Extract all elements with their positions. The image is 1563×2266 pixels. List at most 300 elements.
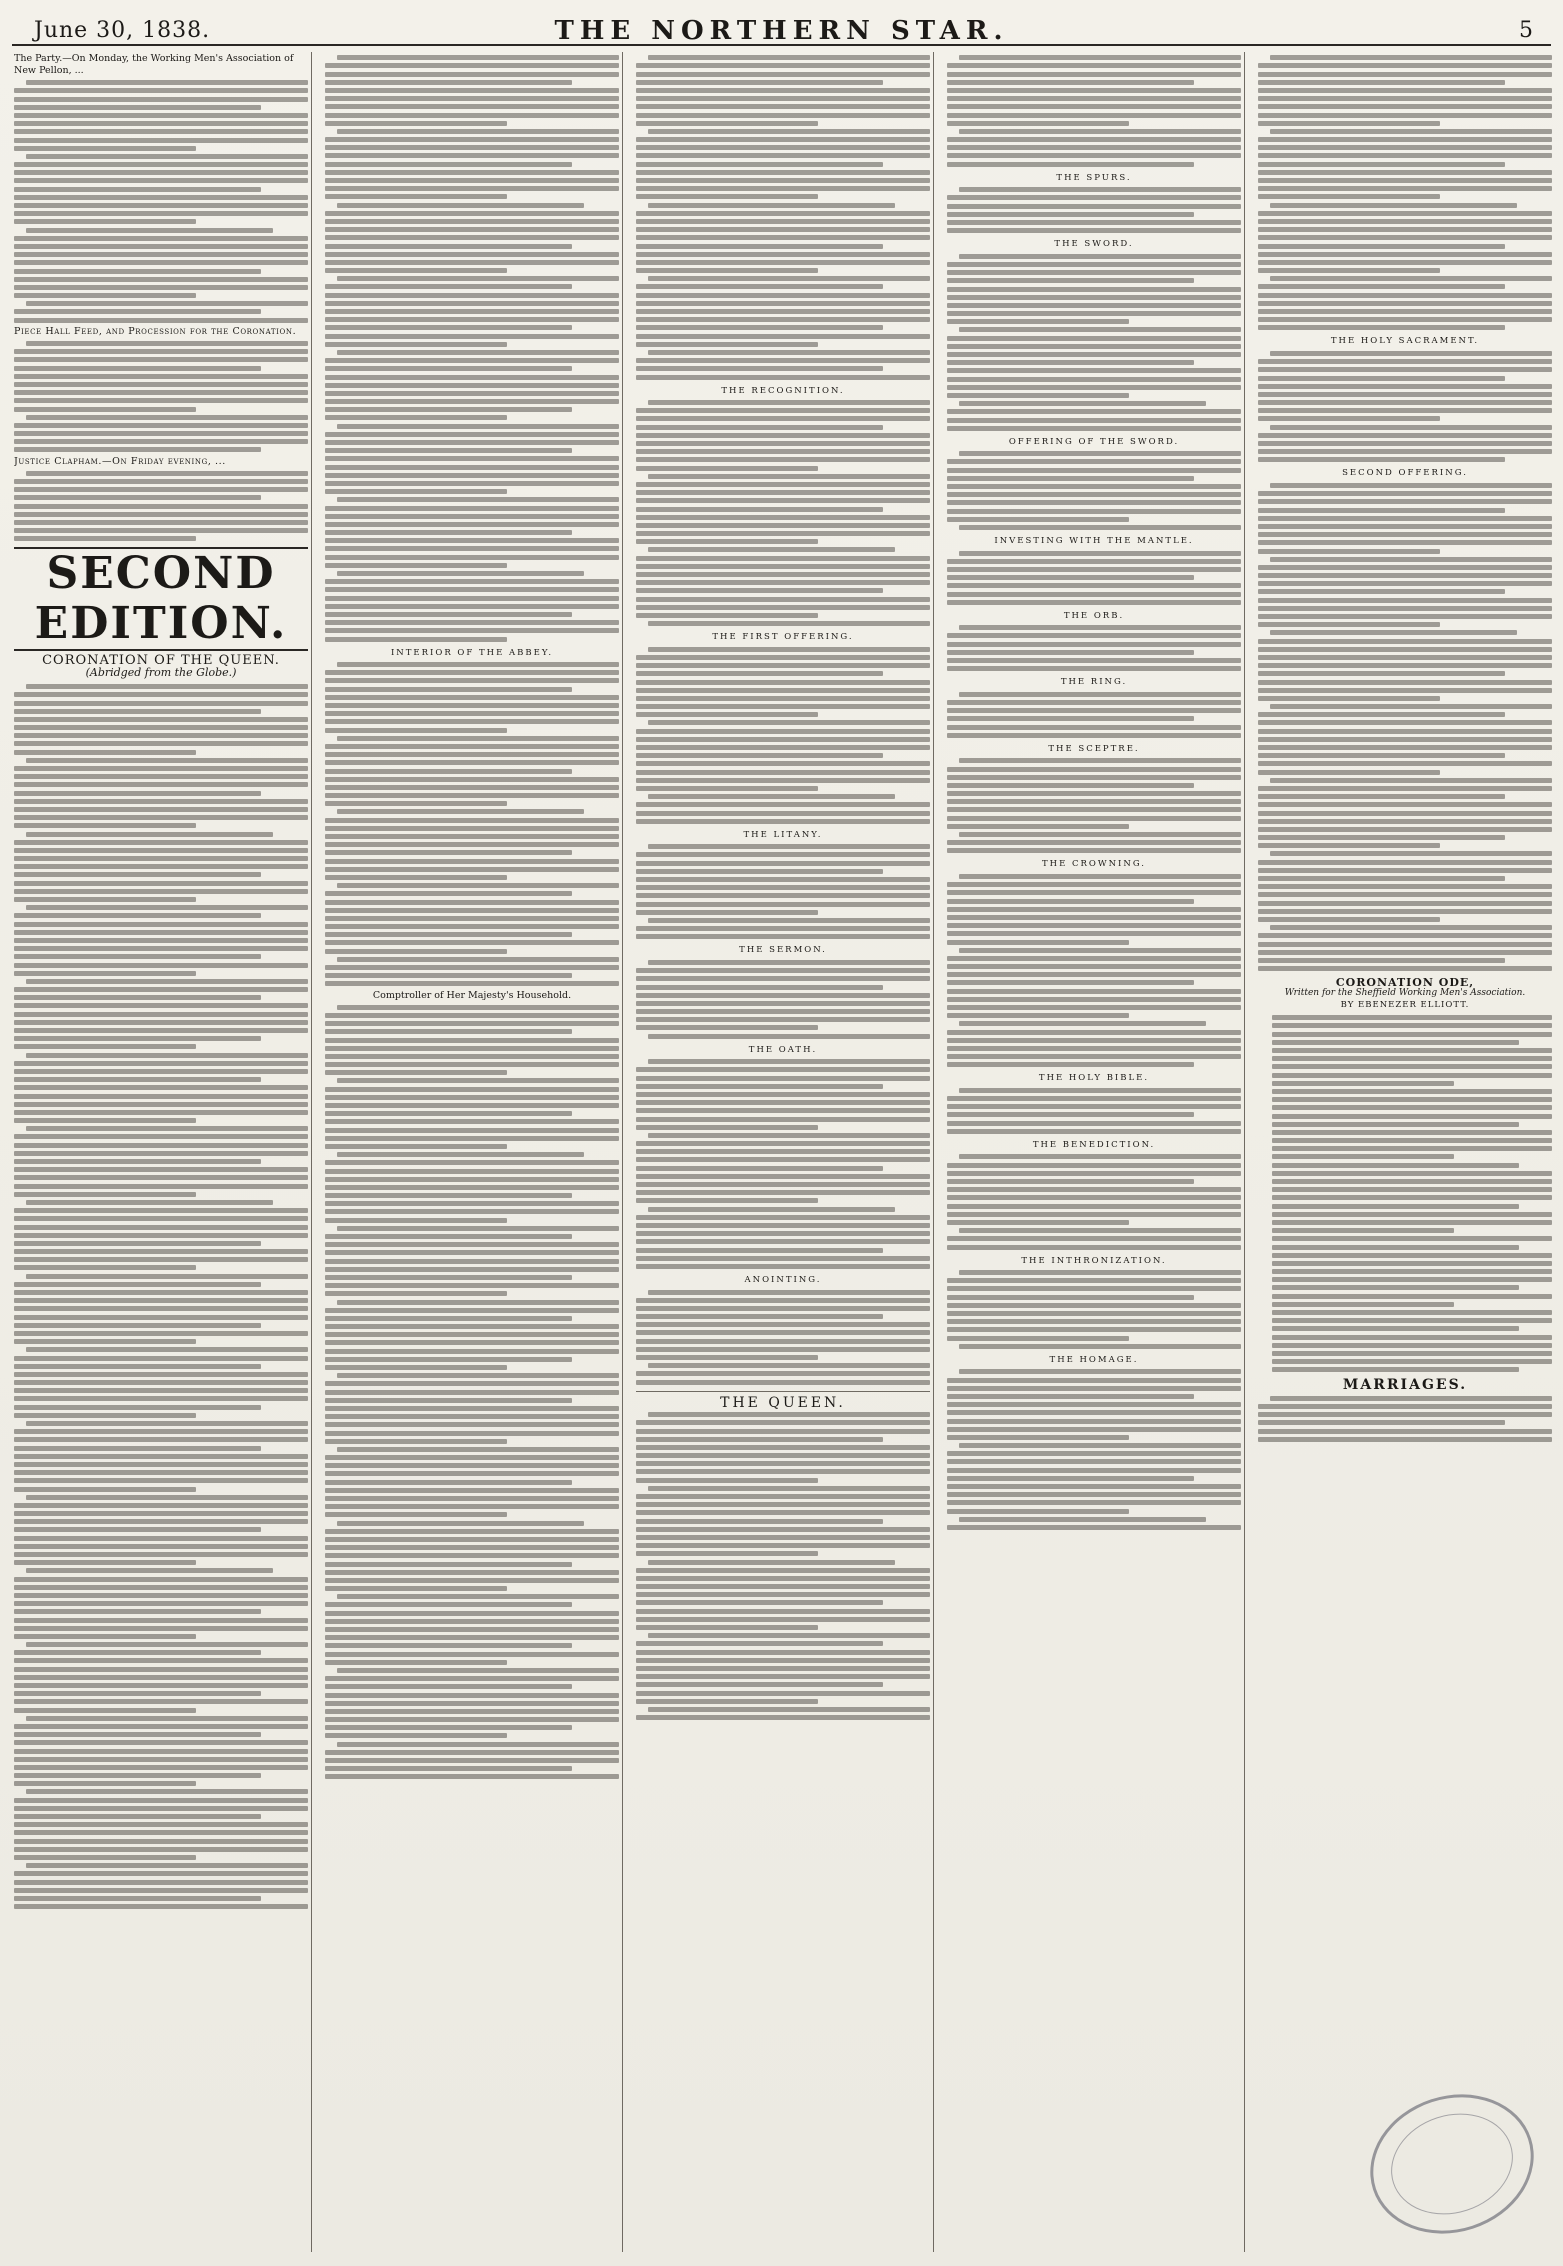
text-line	[14, 1225, 308, 1230]
text-line	[636, 1298, 930, 1303]
text-line	[325, 546, 619, 551]
text-line	[636, 1355, 818, 1360]
text-line	[636, 985, 883, 990]
text-line	[947, 385, 1241, 390]
text-line	[1258, 1420, 1505, 1425]
text-line	[947, 1394, 1194, 1399]
section-heading: THE HOMAGE.	[1049, 1354, 1139, 1365]
text-line	[648, 1486, 930, 1491]
text-line	[1258, 113, 1552, 118]
text-line	[1258, 655, 1552, 660]
text-line	[325, 728, 507, 733]
text-line	[1258, 827, 1552, 832]
text-line	[1258, 260, 1552, 265]
text-line	[14, 1593, 308, 1598]
text-line	[337, 1447, 619, 1452]
body-text	[14, 341, 308, 452]
text-line	[947, 1112, 1194, 1117]
text-line	[947, 915, 1241, 920]
text-line	[636, 1469, 930, 1474]
text-line	[14, 219, 196, 224]
body-text	[325, 662, 619, 986]
text-line	[14, 423, 308, 428]
text-line	[636, 1125, 818, 1130]
body-text	[14, 684, 308, 1909]
text-line	[14, 1544, 308, 1549]
text-line	[1270, 778, 1552, 783]
text-line	[325, 587, 619, 592]
text-line	[14, 889, 308, 894]
text-line	[636, 1519, 883, 1524]
text-line	[14, 211, 308, 216]
text-line	[325, 63, 619, 68]
text-line	[14, 1356, 308, 1361]
text-line	[325, 219, 619, 224]
text-line	[14, 774, 308, 779]
text-line	[1270, 483, 1552, 488]
text-line	[1258, 376, 1505, 381]
text-line	[947, 113, 1241, 118]
text-line	[947, 88, 1241, 93]
body-text	[947, 1369, 1241, 1530]
text-line	[947, 642, 1241, 647]
text-line	[325, 1332, 619, 1337]
section-heading: THE SERMON.	[739, 945, 827, 956]
text-line	[325, 530, 572, 535]
text-line	[1258, 433, 1552, 438]
text-line	[947, 344, 1241, 349]
text-line	[947, 700, 1241, 705]
text-line	[1258, 416, 1440, 421]
text-line	[636, 1535, 930, 1540]
text-line	[1258, 491, 1552, 496]
text-line	[1258, 162, 1505, 167]
text-line	[14, 1904, 308, 1909]
text-line	[14, 1020, 308, 1025]
text-line	[325, 252, 619, 257]
text-line	[325, 522, 619, 527]
text-line	[636, 1494, 930, 1499]
text-line	[947, 262, 1241, 267]
text-line	[636, 466, 818, 471]
text-line	[14, 1085, 308, 1090]
text-line	[1258, 614, 1552, 619]
text-line	[325, 1619, 619, 1624]
text-line	[325, 628, 619, 633]
text-line	[14, 1609, 261, 1614]
text-line	[636, 1239, 930, 1244]
section-heading: THE RING.	[1060, 677, 1128, 688]
text-line	[325, 383, 619, 388]
text-line	[325, 1054, 619, 1059]
text-line	[325, 1635, 619, 1640]
text-line	[947, 1492, 1241, 1497]
text-line	[648, 1707, 930, 1712]
text-line	[325, 440, 619, 445]
text-line	[325, 317, 619, 322]
source-note: (Abridged from the Globe.)	[85, 665, 237, 679]
text-line	[947, 137, 1241, 142]
text-line	[1258, 712, 1505, 717]
text-line	[947, 1038, 1241, 1043]
text-line	[636, 1478, 818, 1483]
text-line	[1272, 1171, 1552, 1176]
text-line	[636, 1437, 883, 1442]
section-heading: THE ORB.	[1063, 610, 1125, 621]
text-line	[636, 366, 883, 371]
text-line	[1272, 1015, 1552, 1020]
text-line	[1258, 244, 1505, 249]
text-line	[636, 1306, 930, 1311]
text-line	[325, 178, 619, 183]
text-line	[14, 1552, 308, 1557]
text-line	[636, 993, 930, 998]
text-line	[636, 268, 818, 273]
text-line	[1258, 737, 1552, 742]
body-text	[636, 400, 930, 626]
article-heading: Piece Hall Feed, and Procession for the Coronation.	[14, 325, 297, 337]
text-line	[1258, 153, 1552, 158]
column-rule	[1244, 52, 1245, 2252]
text-line	[1272, 1285, 1519, 1290]
text-line	[947, 377, 1241, 382]
text-line	[325, 1422, 619, 1427]
text-line	[1258, 901, 1552, 906]
text-line	[636, 244, 883, 249]
body-text	[636, 647, 930, 824]
text-line	[325, 375, 619, 380]
text-line	[648, 474, 930, 479]
text-line	[636, 802, 930, 807]
text-line	[337, 55, 619, 60]
section-heading: SECOND OFFERING.	[1342, 468, 1468, 479]
text-line	[325, 1455, 619, 1460]
text-line	[325, 1717, 619, 1722]
text-line	[1272, 1146, 1552, 1151]
text-line	[14, 195, 308, 200]
text-line	[325, 1013, 619, 1018]
text-line	[1272, 1310, 1552, 1315]
text-line	[1258, 284, 1505, 289]
text-line	[636, 186, 930, 191]
text-line	[325, 1488, 619, 1493]
text-line	[14, 1290, 308, 1295]
queen-heading: THE QUEEN.	[720, 1394, 846, 1411]
text-line	[14, 1454, 308, 1459]
body-text	[636, 960, 930, 1039]
newspaper-title: THE NORTHERN STAR.	[554, 16, 1009, 46]
text-line	[325, 358, 619, 363]
text-line	[325, 1119, 619, 1124]
text-line	[636, 416, 930, 421]
text-line	[947, 517, 1129, 522]
text-line	[14, 1585, 308, 1590]
ode-title: CORONATION ODE,	[1335, 976, 1475, 990]
text-line	[325, 1537, 619, 1542]
text-line	[14, 1102, 308, 1107]
text-line	[337, 203, 584, 208]
text-line	[14, 536, 196, 541]
text-line	[636, 375, 930, 380]
text-line	[648, 1560, 895, 1565]
text-line	[636, 934, 930, 939]
text-line	[325, 826, 619, 831]
text-line	[636, 1576, 930, 1581]
text-line	[636, 753, 883, 758]
text-line	[325, 399, 619, 404]
text-line	[325, 1652, 619, 1657]
text-line	[636, 235, 930, 240]
text-line	[325, 1381, 619, 1386]
text-line	[947, 278, 1194, 283]
text-line	[1258, 671, 1505, 676]
text-line	[1270, 129, 1552, 134]
text-line	[947, 890, 1241, 895]
text-line	[325, 407, 572, 412]
text-line	[636, 145, 930, 150]
text-line	[1272, 1163, 1519, 1168]
text-line	[14, 1511, 308, 1516]
text-line	[325, 268, 507, 273]
text-line	[14, 1577, 308, 1582]
text-line	[636, 1699, 818, 1704]
text-line	[1258, 186, 1552, 191]
text-line	[325, 687, 572, 692]
text-line	[325, 1234, 572, 1239]
section-heading: THE SCEPTRE.	[1048, 743, 1140, 754]
text-line	[947, 1204, 1241, 1209]
text-line	[14, 807, 308, 812]
text-line	[648, 1133, 930, 1138]
text-line	[1258, 194, 1440, 199]
text-line	[947, 204, 1241, 209]
text-line	[1258, 170, 1552, 175]
text-line	[325, 1218, 507, 1223]
text-line	[947, 212, 1194, 217]
text-line	[636, 1001, 930, 1006]
text-line	[636, 968, 930, 973]
text-line	[959, 55, 1241, 60]
text-line	[1258, 137, 1552, 142]
text-line	[14, 1855, 196, 1860]
text-line	[947, 393, 1129, 398]
text-line	[325, 769, 572, 774]
text-line	[947, 907, 1241, 912]
text-line	[14, 995, 261, 1000]
text-line	[947, 336, 1241, 341]
text-line	[636, 737, 930, 742]
text-line	[636, 572, 930, 577]
text-line	[14, 252, 308, 257]
text-line	[636, 457, 930, 462]
text-line	[1258, 293, 1552, 298]
text-line	[1258, 80, 1505, 85]
text-line	[14, 504, 308, 509]
text-line	[1258, 598, 1552, 603]
text-line	[14, 1094, 308, 1099]
text-line	[947, 509, 1241, 514]
text-line	[325, 916, 619, 921]
text-line	[959, 187, 1241, 192]
text-line	[1258, 301, 1552, 306]
text-line	[636, 1198, 818, 1203]
text-line	[14, 799, 308, 804]
text-line	[959, 625, 1241, 630]
text-line	[14, 113, 308, 118]
text-line	[14, 954, 261, 959]
text-line	[325, 850, 572, 855]
text-line	[14, 782, 308, 787]
text-line	[14, 1282, 261, 1287]
text-line	[325, 1242, 619, 1247]
text-line	[636, 1182, 930, 1187]
text-line	[325, 703, 619, 708]
text-line	[14, 1773, 261, 1778]
text-line	[1272, 1154, 1454, 1159]
text-line	[26, 228, 273, 233]
text-line	[636, 1190, 930, 1195]
text-line	[325, 981, 619, 986]
text-line	[947, 1435, 1129, 1440]
text-line	[325, 137, 619, 142]
text-line	[636, 325, 883, 330]
text-line	[14, 487, 308, 492]
text-line	[325, 456, 619, 461]
text-line	[636, 580, 930, 585]
text-line	[636, 1231, 930, 1236]
section-heading: THE OATH.	[748, 1044, 818, 1055]
text-line	[14, 1888, 308, 1893]
text-line	[947, 899, 1194, 904]
text-line	[1270, 704, 1552, 709]
text-line	[325, 1701, 619, 1706]
text-line	[26, 471, 308, 476]
text-line	[947, 145, 1241, 150]
text-line	[648, 960, 930, 965]
text-line	[636, 1592, 930, 1597]
text-line	[636, 523, 930, 528]
text-line	[636, 170, 930, 175]
text-line	[1258, 876, 1505, 881]
text-line	[14, 1724, 308, 1729]
text-line	[1258, 942, 1552, 947]
text-line	[1258, 606, 1552, 611]
text-line	[14, 1798, 308, 1803]
text-line	[1258, 786, 1552, 791]
text-line	[1272, 1040, 1519, 1045]
text-line	[636, 80, 883, 85]
text-line	[14, 963, 308, 968]
text-line	[26, 1495, 308, 1500]
text-line	[325, 211, 619, 216]
text-line	[1258, 252, 1552, 257]
text-line	[325, 309, 619, 314]
text-line	[636, 663, 930, 668]
text-line	[325, 932, 572, 937]
text-line	[1258, 794, 1505, 799]
text-line	[14, 269, 261, 274]
text-line	[636, 342, 818, 347]
text-line	[947, 476, 1194, 481]
section-heading: ANOINTING.	[744, 1274, 822, 1285]
text-line	[1258, 761, 1552, 766]
text-line	[14, 1487, 196, 1492]
text-line	[947, 1303, 1241, 1308]
text-line	[947, 650, 1194, 655]
text-line	[636, 441, 930, 446]
text-line	[636, 1264, 930, 1269]
text-line	[325, 88, 619, 93]
text-line	[325, 793, 619, 798]
text-line	[325, 1471, 619, 1476]
text-line	[947, 923, 1241, 928]
text-line	[636, 1641, 883, 1646]
text-line	[947, 409, 1241, 414]
text-line	[947, 1278, 1241, 1283]
text-line	[947, 1286, 1241, 1291]
text-line	[26, 80, 308, 85]
text-line	[325, 1627, 619, 1632]
text-line	[947, 1378, 1241, 1383]
text-line	[636, 811, 930, 816]
body-text	[947, 55, 1241, 166]
text-line	[14, 1298, 308, 1303]
text-line	[959, 327, 1241, 332]
text-line	[14, 512, 308, 517]
text-line	[325, 1414, 619, 1419]
text-line	[325, 1586, 507, 1591]
text-line	[14, 528, 308, 533]
text-line	[648, 1363, 930, 1368]
text-line	[325, 1177, 619, 1182]
text-line	[947, 882, 1241, 887]
text-line	[26, 301, 308, 306]
body-text	[1258, 55, 1552, 330]
text-line	[959, 1228, 1241, 1233]
text-line	[325, 121, 507, 126]
text-line	[636, 761, 930, 766]
text-line	[636, 902, 930, 907]
text-line	[636, 745, 930, 750]
text-line	[14, 1405, 261, 1410]
text-line	[14, 1896, 261, 1901]
text-line	[14, 766, 308, 771]
text-line	[14, 881, 308, 886]
text-line	[636, 1682, 883, 1687]
text-line	[14, 1069, 308, 1074]
text-line	[947, 303, 1241, 308]
text-line	[325, 334, 619, 339]
text-line	[636, 408, 930, 413]
text-line	[1272, 1048, 1552, 1053]
text-line	[636, 482, 930, 487]
text-line	[325, 1750, 619, 1755]
text-line	[636, 1658, 930, 1663]
text-line	[1258, 1404, 1552, 1409]
text-line	[947, 708, 1241, 713]
section-heading: THE LITANY.	[743, 829, 823, 840]
text-line	[636, 1215, 930, 1220]
text-line	[325, 235, 619, 240]
queen-procession-block	[636, 1391, 930, 1721]
text-line	[947, 96, 1241, 101]
text-line	[337, 883, 619, 888]
text-line	[325, 1029, 572, 1034]
text-line	[1258, 63, 1552, 68]
text-line	[14, 1618, 308, 1623]
text-line	[648, 918, 930, 923]
text-line	[26, 758, 308, 763]
